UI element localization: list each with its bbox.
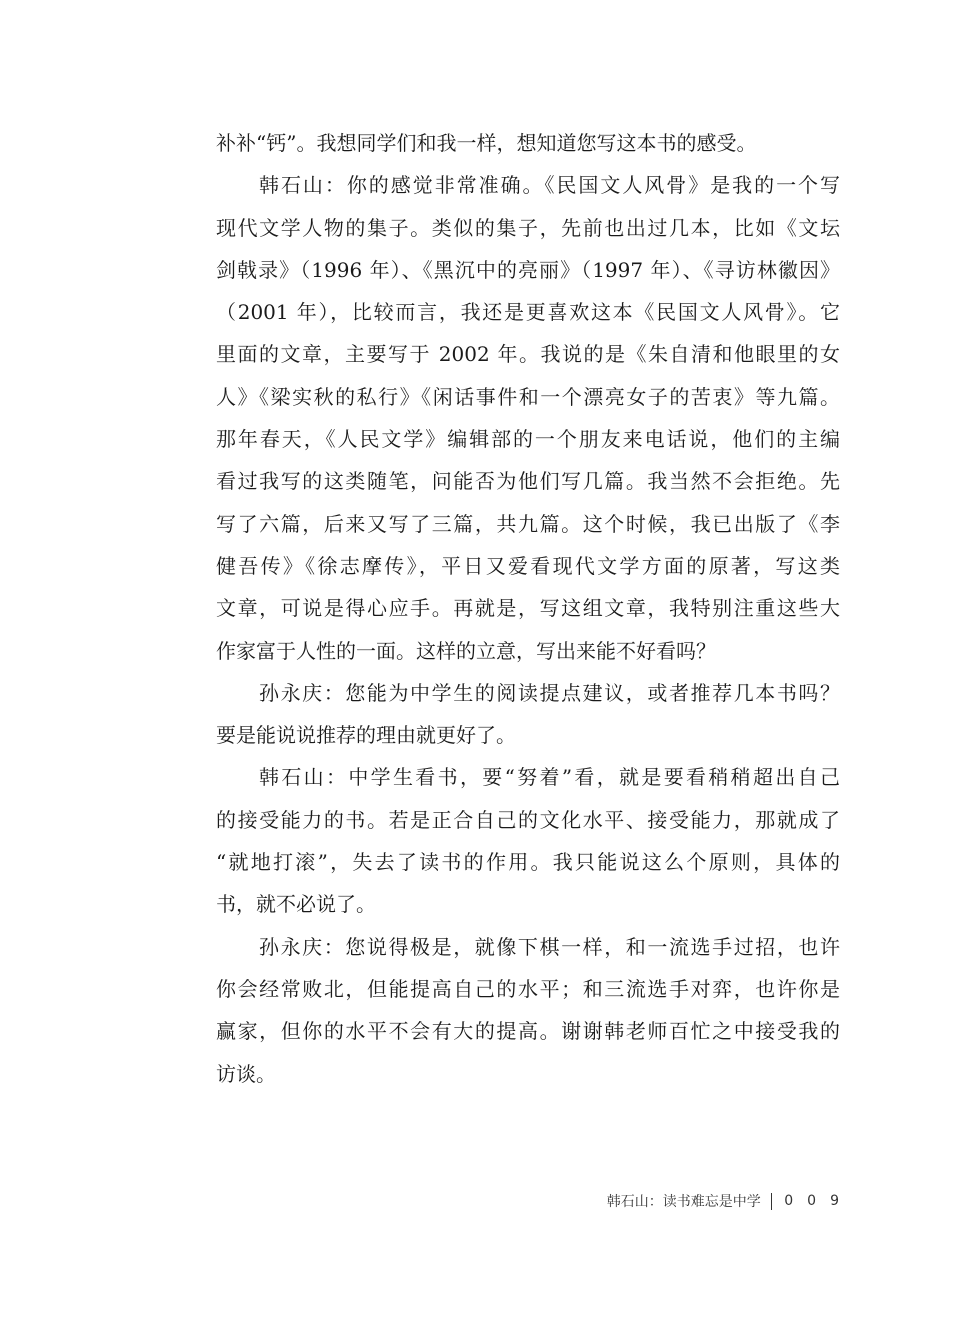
text-line: 书，就不必说了。 xyxy=(216,892,376,917)
text-line: 访谈。 xyxy=(216,1061,276,1086)
text-line: 文章，可说是得心应手。再就是，写这组文章，我特别注重这些大 xyxy=(216,596,840,621)
text-line: 那年春天，《人民文学》编辑部的一个朋友来电话说，他们的主编 xyxy=(216,427,840,452)
text-line: 剑戟录》（1996 年）、《黑沉中的亮丽》（1997 年）、《寻访林徽因》 xyxy=(216,257,840,282)
text-line: 健吾传》《徐志摩传》，平日又爱看现代文学方面的原著，写这类 xyxy=(216,553,840,578)
text-line: 作家富于人性的一面。这样的立意，写出来能不好看吗？ xyxy=(216,638,716,663)
text-line: 补补“钙”。我想同学们和我一样，想知道您写这本书的感受。 xyxy=(216,131,757,155)
text-line: 里面的文章，主要写于 2002 年。我说的是《朱自清和他眼里的女 xyxy=(216,342,840,367)
text-line: 现代文学人物的集子。类似的集子，先前也出过几本，比如《文坛 xyxy=(216,215,840,240)
text-line: 孙永庆：您说得极是，就像下棋一样，和一流选手过招，也许 xyxy=(259,934,840,959)
text-line: 要是能说说推荐的理由就更好了。 xyxy=(216,723,516,748)
text-line: 人》《梁实秋的私行》《闲话事件和一个漂亮女子的苦衷》等九篇。 xyxy=(216,384,840,409)
text-line: 你会经常败北，但能提高自己的水平；和三流选手对弈，也许你是 xyxy=(216,976,840,1001)
text-line: 韩石山：中学生看书，要“努着”看，就是要看稍稍超出自己 xyxy=(259,765,840,790)
page-footer xyxy=(606,1189,853,1213)
text-line: 写了六篇，后来又写了三篇，共九篇。这个时候，我已出版了《李 xyxy=(216,511,840,536)
text-line: 的接受能力的书。若是正合自己的文化水平、接受能力，那就成了 xyxy=(216,807,840,832)
text-line: 孙永庆：您能为中学生的阅读提点建议，或者推荐几本书吗？ xyxy=(259,680,840,705)
text-line: 韩石山：你的感觉非常准确。《民国文人风骨》是我的一个写 xyxy=(259,173,840,198)
text-line: “就地打滚”，失去了读书的作用。我只能说这么个原则，具体的 xyxy=(216,850,840,875)
text-line: 看过我写的这类随笔，问能否为他们写几篇。我当然不会拒绝。先 xyxy=(216,469,840,494)
text-line: （2001 年），比较而言，我还是更喜欢这本《民国文人风骨》。它 xyxy=(216,300,840,325)
page-number: 009 xyxy=(784,1193,853,1209)
text-line: 赢家，但你的水平不会有大的提高。谢谢韩老师百忙之中接受我的 xyxy=(216,1019,840,1044)
interview-text xyxy=(216,122,840,1095)
running-title: 韩石山：读书难忘是中学 xyxy=(606,1194,761,1210)
footer-divider xyxy=(771,1193,773,1210)
